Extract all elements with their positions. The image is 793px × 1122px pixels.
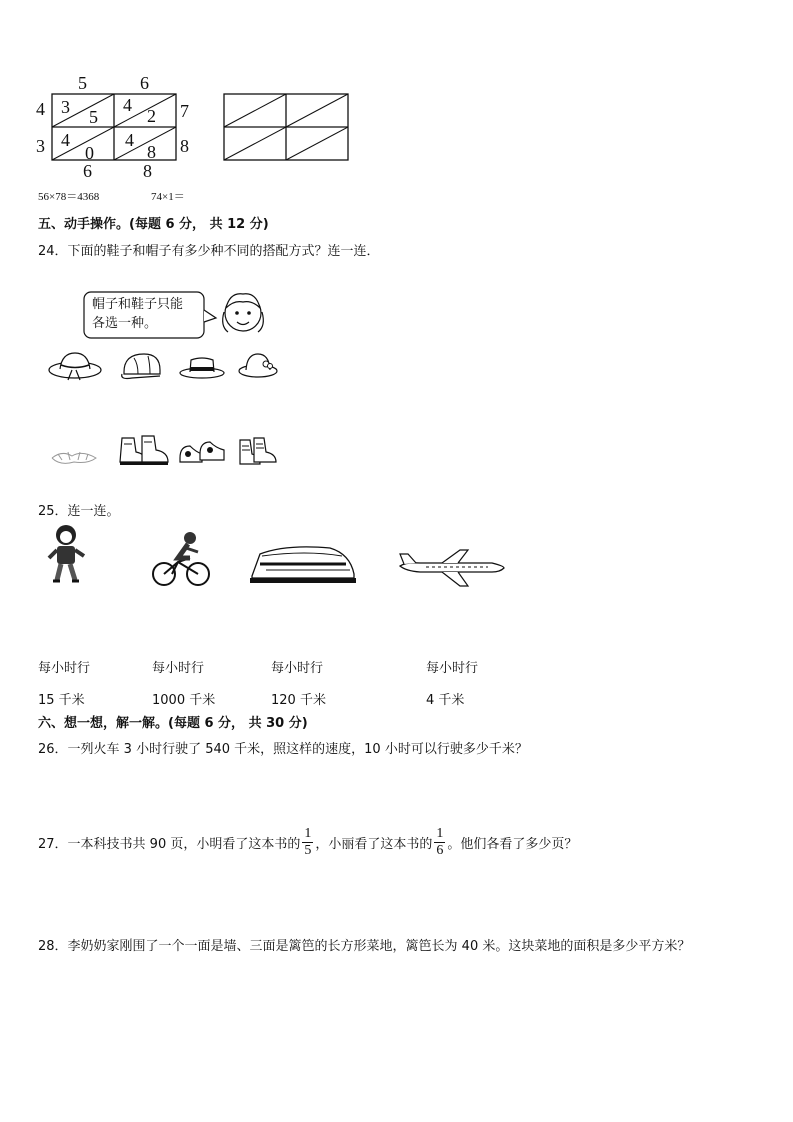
- speed-value-2: 1000 千米: [152, 693, 216, 708]
- cell-3-tl: 4: [61, 130, 70, 150]
- question-27-part-1: 27．一本科技书共 90 页，小明看了这本书的: [38, 837, 301, 852]
- left-digit-2: 3: [36, 136, 45, 156]
- speed-label-2: 每小时行: [152, 661, 205, 676]
- speed-label-3: 每小时行: [271, 661, 324, 676]
- speech-bubble-text: [92, 295, 183, 333]
- hat-3-fedora-icon: [178, 352, 226, 382]
- cyclist-icon: [150, 528, 212, 588]
- fraction-one-fifth: [302, 826, 313, 859]
- left-digit-1: 4: [36, 99, 45, 119]
- fraction-1-numerator: 1: [304, 826, 312, 841]
- question-26: 26．一列火车 3 小时行驶了 540 千米，照这样的速度，10 小时可以行驶多少千米？: [38, 742, 528, 757]
- section-5-heading: 五、动手操作。(每题 6 分， 共 12 分): [38, 217, 269, 232]
- shoe-3-sneakers-icon: [176, 436, 228, 468]
- cell-1-br: 5: [89, 107, 98, 127]
- speed-label-4: 每小时行: [426, 661, 479, 676]
- top-digit-2: 6: [140, 73, 149, 93]
- bottom-digit-1: 6: [83, 161, 92, 181]
- right-digit-2: 8: [180, 136, 189, 156]
- bottom-digit-2: 8: [143, 161, 152, 181]
- fraction-2-numerator: 1: [436, 826, 444, 841]
- question-25: 25．连一连。: [38, 504, 120, 519]
- fraction-2-denominator: 6: [436, 843, 444, 858]
- child-walking-icon: [44, 522, 90, 584]
- airplane-icon: [396, 546, 508, 588]
- equation-1: 56×78＝4368: [38, 191, 100, 203]
- bubble-line-2: 各选一种。: [92, 316, 158, 331]
- cell-4-br: 8: [147, 142, 156, 162]
- speed-label-1: 每小时行: [38, 661, 91, 676]
- speed-value-1: 15 千米: [38, 693, 85, 708]
- section-6-heading: 六、想一想，解一解。(每题 6 分， 共 30 分): [38, 716, 308, 731]
- lattice-right-empty: [222, 92, 352, 164]
- cell-2-tl: 4: [123, 95, 132, 115]
- right-digit-1: 7: [180, 101, 189, 121]
- train-icon: [246, 540, 358, 586]
- equation-2: 74×1＝: [151, 191, 185, 203]
- fraction-1-denominator: 5: [304, 843, 312, 858]
- girl-face-icon: [216, 286, 270, 342]
- speed-value-3: 120 千米: [271, 693, 326, 708]
- lattice-left: [30, 70, 200, 185]
- hat-1-icon: [46, 348, 104, 384]
- fraction-one-sixth: [434, 826, 445, 859]
- speed-value-4: 4 千米: [426, 693, 465, 708]
- shoe-4-hightops-icon: [236, 434, 280, 470]
- hat-4-icon: [236, 348, 282, 382]
- question-27-part-3: 。他们各看了多少页？: [447, 837, 578, 852]
- top-digit-1: 5: [78, 73, 87, 93]
- shoe-2-boots-icon: [116, 432, 172, 470]
- hat-2-cap-icon: [118, 350, 166, 384]
- question-27: [38, 826, 577, 859]
- cell-1-tl: 3: [61, 97, 70, 117]
- question-24: 24．下面的鞋子和帽子有多少种不同的搭配方式？连一连．: [38, 244, 380, 259]
- cell-4-tl: 4: [125, 130, 134, 150]
- question-28: 28．李奶奶家刚围了一个一面是墙、三面是篱笆的长方形菜地，篱笆长为 40 米。这块菜地的面积是多少平方米？: [38, 939, 691, 954]
- cell-2-br: 2: [147, 106, 156, 126]
- lattice-grid: [30, 70, 200, 185]
- cell-3-br: 0: [85, 143, 94, 163]
- question-27-part-2: ，小丽看了这本书的: [315, 837, 433, 852]
- shoe-1-sandal-icon: [48, 440, 100, 470]
- bubble-line-1: 帽子和鞋子只能: [92, 297, 184, 312]
